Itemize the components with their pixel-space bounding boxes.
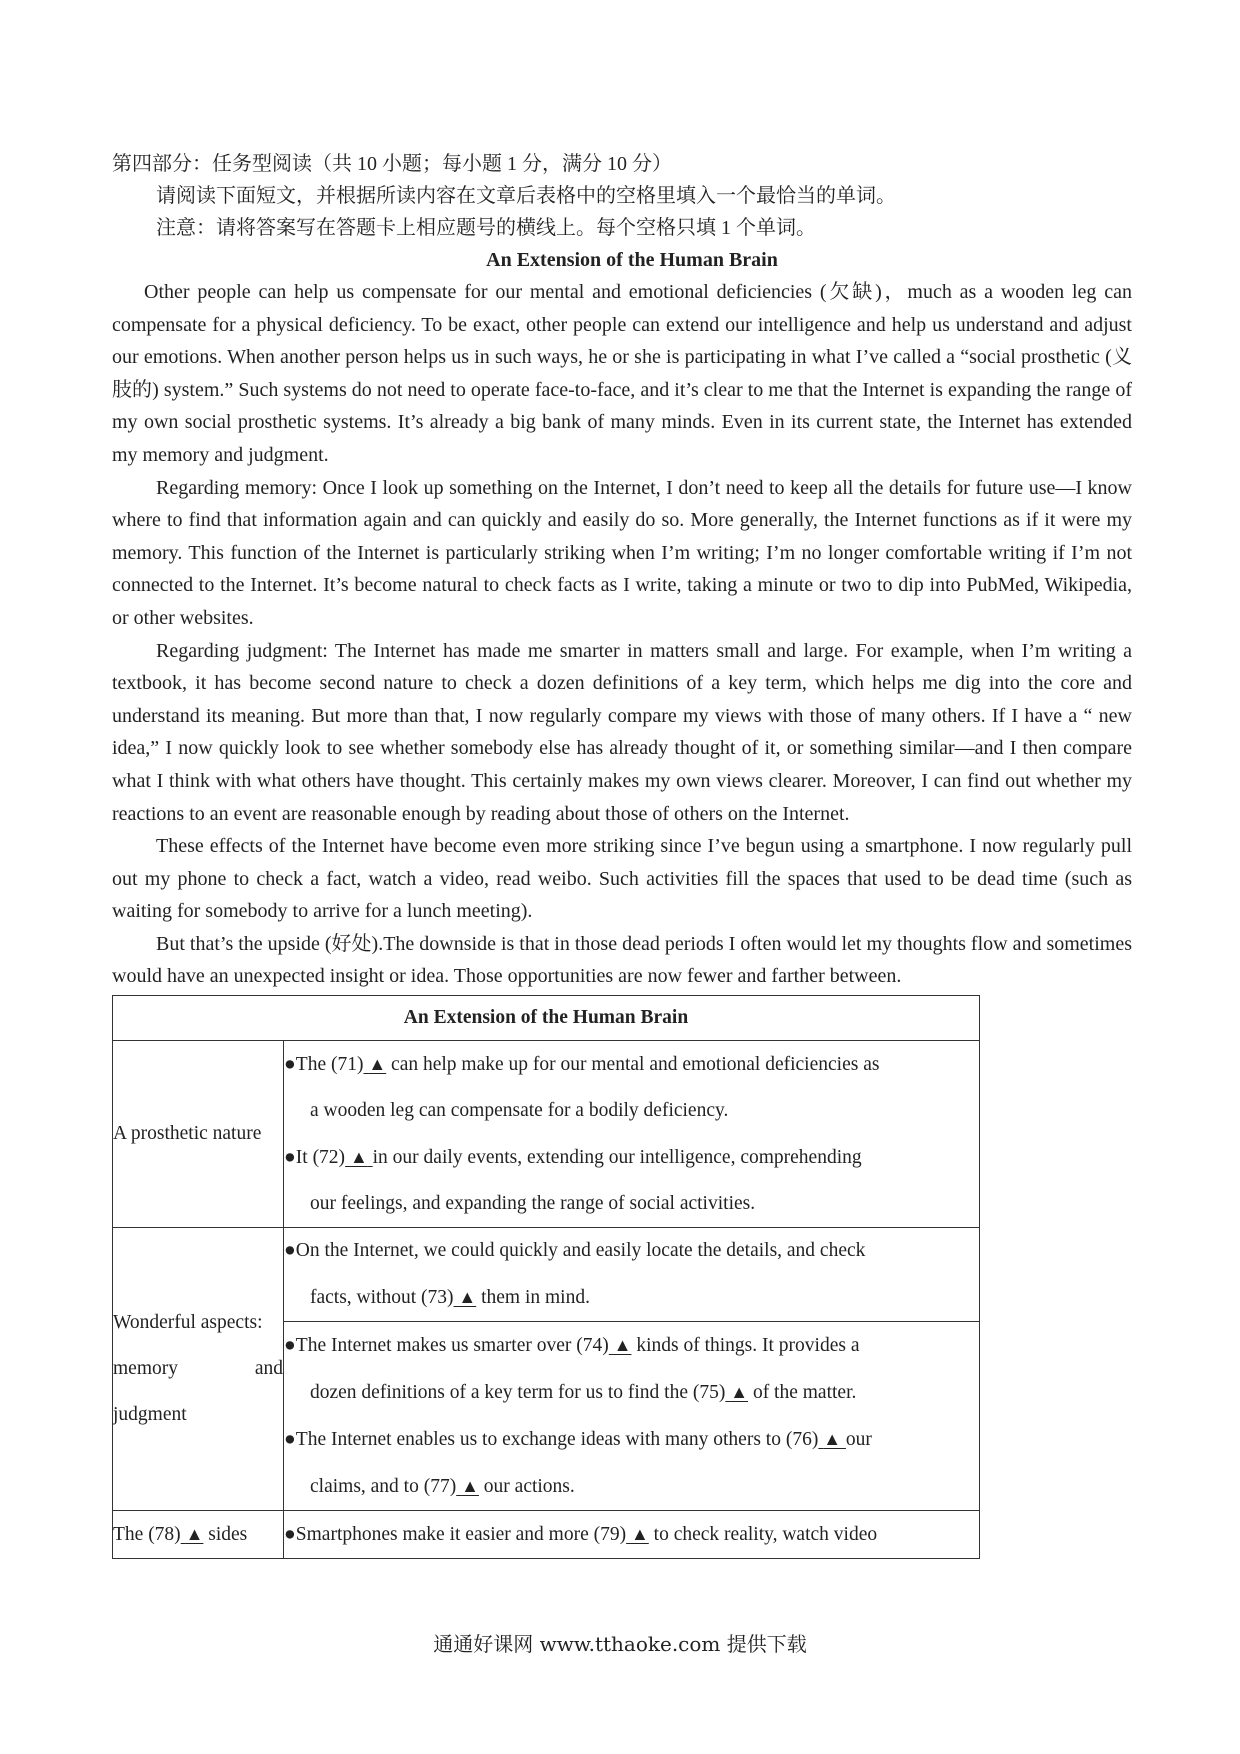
bullet-text: ●On the Internet, we could quickly and easily locate the details, and check <box>284 1240 866 1262</box>
exam-page <box>112 148 1132 1559</box>
bullet-text: of the matter. <box>748 1382 857 1404</box>
answer-blank-75[interactable]: ▲ <box>730 1382 749 1403</box>
bullet-text: ●The (71) <box>284 1054 364 1076</box>
answer-blank-72[interactable]: ▲ <box>349 1147 368 1168</box>
bullet-text: facts, without (73) <box>310 1287 454 1309</box>
bullet-text: our actions. <box>478 1476 575 1498</box>
table-row <box>113 1228 980 1322</box>
answer-blank-74[interactable]: ▲ <box>613 1335 632 1356</box>
article-paragraph-3: Regarding judgment: The Internet has made me smarter in matters small and large. For example, when I’m writing a textbook, it has become second nature to check a dozen definitions of a key term, which helps me dig into the core and understand its meaning. But more than that, I now regularly compare my views with those of many others. If I have a “ new idea,” I now quickly look to see whether somebody else has already thought of it, or something similar—and I then compare what I think with what others have thought. This certainly makes my own views clearer. Moreover, I can find out whether my reactions to an event are reasonable enough by reading about those of others on the Internet. <box>112 639 1132 825</box>
row-label-sides: The (78) ▲ sides <box>113 1511 284 1559</box>
bullet-text: ●The Internet makes us smarter over (74) <box>284 1335 609 1357</box>
page-footer: 通通好课网 www.tthaoke.com 提供下载 <box>433 1632 807 1656</box>
answer-blank-71[interactable]: ▲ <box>368 1054 387 1075</box>
answer-blank-79[interactable]: ▲ <box>630 1524 649 1545</box>
bullet-continuation: our feelings, and expanding the range of social activities. <box>310 1193 756 1215</box>
table-title: An Extension of the Human Brain <box>113 996 980 1041</box>
answer-blank-77[interactable]: ▲ <box>461 1476 479 1497</box>
bullet-continuation: a wooden leg can compensate for a bodily deficiency. <box>310 1100 729 1122</box>
row-content <box>284 1041 980 1228</box>
article-paragraph-5: But that’s the upside (好处).The downside is that in those dead periods I often would let my thoughts flow and sometimes would have an unexpected insight or idea. Those opportunities are now fewer and farther between. <box>112 932 1132 988</box>
row-content <box>284 1322 980 1511</box>
bullet-text: kinds of things. It provides a <box>631 1335 860 1357</box>
row-label-prosthetic: A prosthetic nature <box>113 1041 284 1228</box>
instruction-line-1: 请阅读下面短文，并根据所读内容在文章后表格中的空格里填入一个最恰当的单词。 <box>156 185 896 207</box>
section-heading: 第四部分：任务型阅读（共 10 小题；每小题 1 分，满分 10 分） <box>112 153 672 175</box>
label-line: Wonderful aspects: <box>113 1312 263 1334</box>
row-content <box>284 1228 980 1322</box>
bullet-text: dozen definitions of a key term for us to find the (75) <box>310 1382 726 1404</box>
bullet-text: in our daily events, extending our intelligence, comprehending <box>372 1147 862 1169</box>
article-title: An Extension of the Human Brain <box>486 249 778 271</box>
label-line: memory and <box>113 1358 283 1380</box>
bullet-text: them in mind. <box>476 1287 590 1309</box>
row-label-wonderful <box>113 1228 284 1511</box>
article-paragraph-1: Other people can help us compensate for our mental and emotional deficiencies (欠缺)，much as a wooden leg can compensate for a physical deficiency. To be exact, other people can extend our intelligence and help us understand and adjust our emotions. When another person helps us in such ways, he or she is participating in what I’ve called a “social prosthetic (义肢的) system.” Such systems do not need to operate face-to-face, and it’s clear to me that the Internet is expanding the range of my own social prosthetic systems. It’s already a big bank of many minds. Even in its current state, the Internet has extended my memory and judgment. <box>112 281 1132 466</box>
bullet-text: to check reality, watch video <box>648 1524 878 1546</box>
answer-blank-78[interactable]: ▲ <box>185 1524 204 1545</box>
article-paragraph-4: These effects of the Internet have become even more striking since I’ve begun using a smartphone. I now regularly pull out my phone to check a fact, watch a video, read weibo. Such activities fill the spaces that used to be dead time (such as waiting for somebody to arrive for a lunch meeting). <box>112 835 1132 923</box>
row-content <box>284 1511 980 1559</box>
bullet-text: claims, and to (77) <box>310 1476 457 1498</box>
article-paragraph-2: Regarding memory: Once I look up something on the Internet, I don’t need to keep all the details for future use—I know where to find that information again and can quickly and easily do so. More generally, the Internet functions as if it were my memory. This function of the Internet is particularly striking when I’m writing; I’m no longer comfortable writing if I’m not connected to the Internet. It’s become natural to check facts as I write, taking a minute or two to dip into PubMed, Wikipedia, or other websites. <box>112 476 1132 629</box>
table-row <box>113 1041 980 1228</box>
bullet-text: ●Smartphones make it easier and more (79) <box>284 1524 627 1546</box>
answer-blank-76[interactable]: ▲ <box>823 1429 842 1450</box>
bullet-text: our <box>845 1429 872 1451</box>
answer-blank-73[interactable]: ▲ <box>458 1287 477 1308</box>
task-table <box>112 995 980 1559</box>
instruction-line-2: 注意：请将答案写在答题卡上相应题号的横线上。每个空格只填 1 个单词。 <box>156 217 816 239</box>
bullet-text: ●It (72) <box>284 1147 346 1169</box>
bullet-text: can help make up for our mental and emotional deficiencies as <box>386 1054 880 1076</box>
table-row <box>113 1511 980 1559</box>
label-line: judgment <box>113 1404 187 1426</box>
bullet-text: ●The Internet enables us to exchange ideas with many others to (76) <box>284 1429 819 1451</box>
